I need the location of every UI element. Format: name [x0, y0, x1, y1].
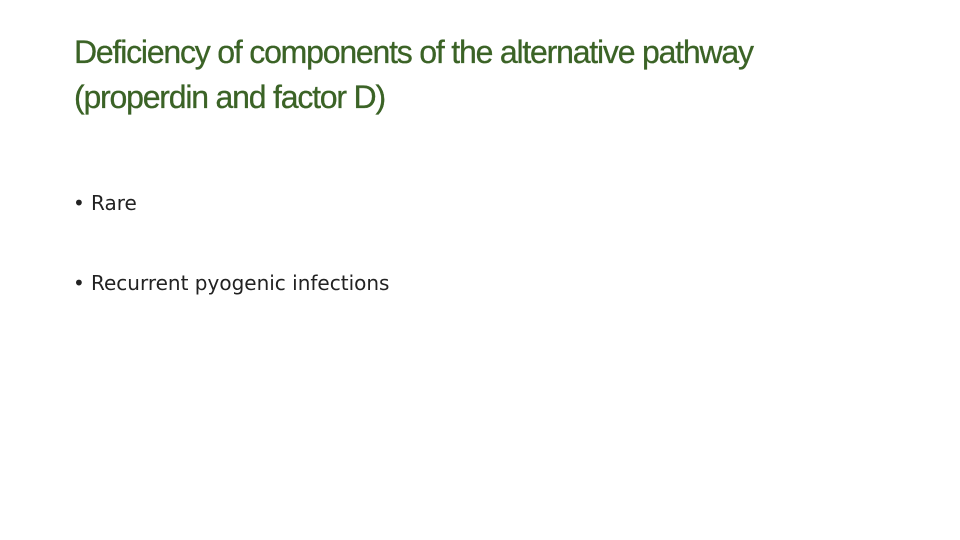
bullet-marker: • — [73, 271, 85, 295]
bullet-list — [73, 186, 389, 346]
bullet-item-rare — [73, 186, 389, 220]
bullet-text: Recurrent pyogenic infections — [91, 271, 390, 295]
bullet-marker: • — [73, 191, 85, 215]
bullet-text: Rare — [91, 191, 137, 215]
bullet-item-recurrent-infections — [73, 266, 389, 300]
slide-title: Deficiency of components of the alternative pathway (properdin and factor D) — [74, 34, 753, 115]
